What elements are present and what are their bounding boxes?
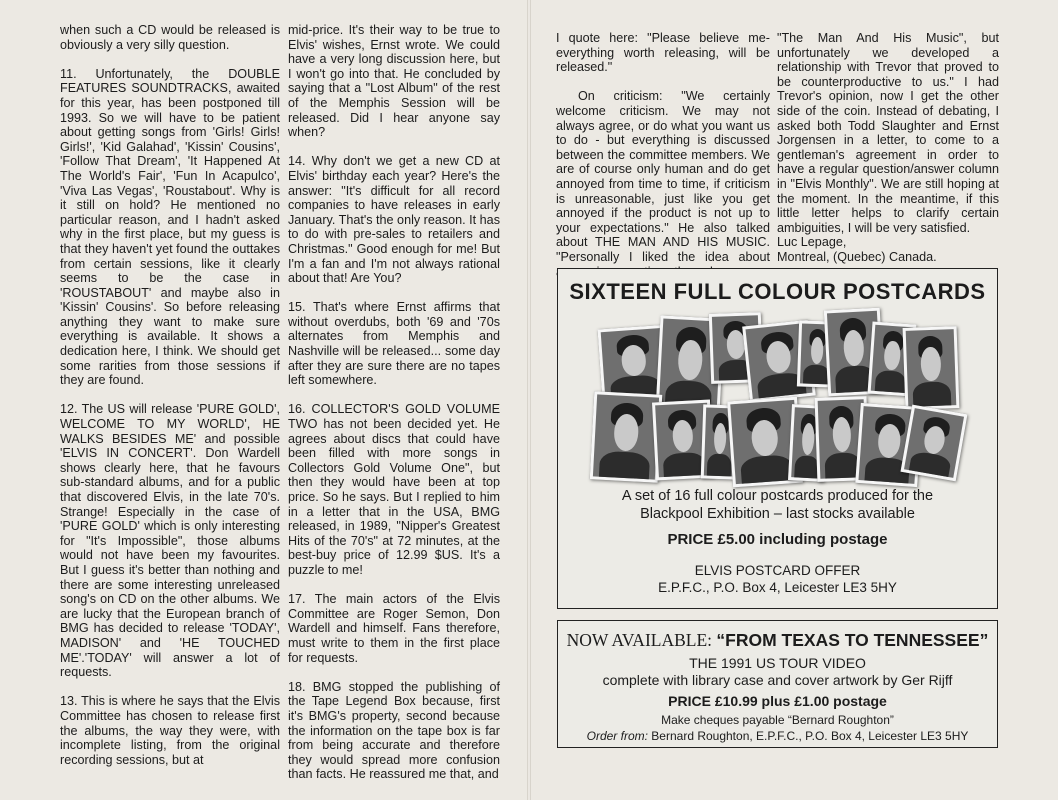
video-order: [558, 729, 997, 743]
video-title-prefix: NOW AVAILABLE:: [566, 630, 713, 650]
paragraph: 17. The main actors of the Elvis Committee are Roger Semon, Don Wardell and himself. Fans therefore, must write to them in the first place for requests.: [288, 592, 500, 665]
description-line: A set of 16 full colour postcards produced for the: [621, 488, 934, 504]
video-subtitle-2: complete with library case and cover artwork by Ger Rijff: [602, 672, 953, 688]
video-cheques: Make cheques payable “Bernard Roughton”: [661, 713, 894, 727]
postcard-advert-title: SIXTEEN FULL COLOUR POSTCARDS: [569, 279, 986, 304]
video-advert: [557, 620, 998, 748]
left-column-1: [60, 23, 280, 767]
postcard-photo: [901, 405, 968, 482]
postcard-advert-description: [578, 487, 977, 523]
video-advert-subtitle: [558, 655, 997, 689]
paragraph: "The Man And His Music", but unfortunately we developed a relationship with Trevor that proved to be counterproductive to us." I had Trevor's opinion, now I get the other side of the coin. Instead of debating, I asked both Todd Slaughter and Ernst Jorgensen in a letter, to come to a gentleman's agreement in order to have a regular question/answer column in "Elvis Monthly". We are still hoping at the moment. In the meantime, if this little letter helps to clarify certain ambiguities, I will be very satisfied.: [777, 31, 999, 235]
description-line: Blackpool Exhibition – last stocks available: [640, 506, 915, 522]
postcard-price: PRICE £5.00 including postage: [667, 531, 888, 548]
postcard-photo: [903, 326, 960, 410]
paragraph: On criticism: "We certainly welcome criticism. We may not always agree, or do what you want us to do - but everything is discussed between the committee members. We are of course only human and do get annoyed from time to time, if criticism is unreasonable, just like you get annoyed if the product is not up to your expectations." He also talked about THE MAN AND HIS MUSIC. "Personally I liked the idea about: [556, 89, 770, 264]
order-address: Bernard Roughton, E.P.F.C., P.O. Box 4, Leicester LE3 5HY: [651, 729, 969, 743]
left-column-2: [288, 23, 500, 782]
paragraph: I quote here: "Please believe me-everything worth releasing, will be released.": [556, 31, 770, 75]
paragraph: 18. BMG stopped the publishing of the Tape Legend Box because, first it's BMG's property, second because the information on the tape box is far from being accurate and therefore they would spread more confusion than facts. He reassured me that, and: [288, 679, 500, 782]
offer-name: ELVIS POSTCARD OFFER: [694, 563, 861, 578]
page-gutter: [527, 0, 531, 800]
video-price: PRICE £10.99 plus £1.00 postage: [668, 693, 887, 709]
video-subtitle: THE 1991 US TOUR VIDEO: [689, 655, 866, 671]
paragraph: 16. COLLECTOR'S GOLD VOLUME TWO has not been decided yet. He agrees about discs that could have been filled with more songs in Collectors Gold Volume One", but then they would have been at top price. So he says. But I replied to him in a letter that in the USA, BMG released, in 1989, "Nipper's Greatest Hits of the 70's" at 72 minutes, at the best-buy price of 12.99 $US. It's a puzzle to me!: [288, 402, 500, 577]
paragraph: 11. Unfortunately, the DOUBLE FEATURES SOUNDTRACKS, awaited for this year, has been postponed till 1993. So we will have to be patient about getting songs from 'Girls! Girls! Girls!', 'Kid Galahad', 'Kissin' Cousins', 'Follow That Dream', 'It Happened At The World's Fair', 'Fun In Acapulco', 'Viva Las Vegas', 'Roustabout'. Why is it still on hold? He mentioned no particular reason, and I hadn't asked why in the first place, but my guess is that they haven't yet found the outtakes from certain sessions, like it clearly seems to be the case in 'ROUSTABOUT' and maybe also in 'Kissin' Cousins'. So before releasing anything they want to make sure everything is available. It shows a dedication here, I think. We should get some rarities from those sessions if they are found.: [60, 66, 280, 388]
paragraph: mid-price. It's their way to be true to Elvis' wishes, Ernst wrote. We could have a very long discussion here, but I won't go into that. He concluded by saying that a "Lost Album" of the rest of the Memphis Session will be released. Did I hear anyone say when?: [288, 23, 500, 140]
signature-name: Luc Lepage,: [777, 235, 847, 250]
paragraph: 12. The US will release 'PURE GOLD', WELCOME TO MY WORLD', HE WALKS BESIDES ME' and possible 'ELVIS IN CONCERT'. Don Wardell shows clearly here, that he favours sub-standard albums, and for a public that discovered Elvis, in the late 70's. Strange! Especially in the case of 'PURE GOLD' which is only interesting for "It's Impossible", those albums would not have been my favourites. But I guess it's better than nothing and there are some interesting unreleased song's on CD on the other albums. We are lucky that the European branch of BMG has decided to release 'TODAY', MADISON' and 'HE TOUCHED ME'.'TODAY' will answer a lot of requests.: [60, 402, 280, 680]
signature-place: Montreal, (Quebec) Canada.: [777, 249, 937, 264]
postcard-offer-address: [558, 562, 997, 596]
order-label: Order from:: [586, 729, 648, 743]
paragraph: 14. Why don't we get a new CD at Elvis' birthday each year? Here's the answer: "It's difficult for all record companies to have releases in early January. That's the only reason. It has to do with pre-sales to retailers and Christmas." Good enough for me! But I'm a fan and I'm not always rational about that! Are You?: [288, 154, 500, 286]
video-title-main: “FROM TEXAS TO TENNESSEE”: [716, 630, 989, 650]
right-column-2: [777, 31, 999, 265]
paragraph: when such a CD would be released is obviously a very silly question.: [60, 23, 280, 52]
paragraph: 13. This is where he says that the Elvis Committee has chosen to release first the albums, the way they were, with incomplete listing, from the original recording sessions, but at: [60, 694, 280, 767]
postcard-photo-collage: [598, 309, 958, 489]
postcard-advert: [557, 268, 998, 609]
right-column-1: [556, 31, 770, 279]
paragraph: 15. That's where Ernst affirms that without overdubs, both '69 and '70s alternates from Memphis and Nashville will be released... some day after they are sure there are no tapes left somewhere.: [288, 300, 500, 388]
offer-address: E.P.F.C., P.O. Box 4, Leicester LE3 5HY: [658, 580, 897, 595]
video-advert-title: [558, 630, 997, 651]
